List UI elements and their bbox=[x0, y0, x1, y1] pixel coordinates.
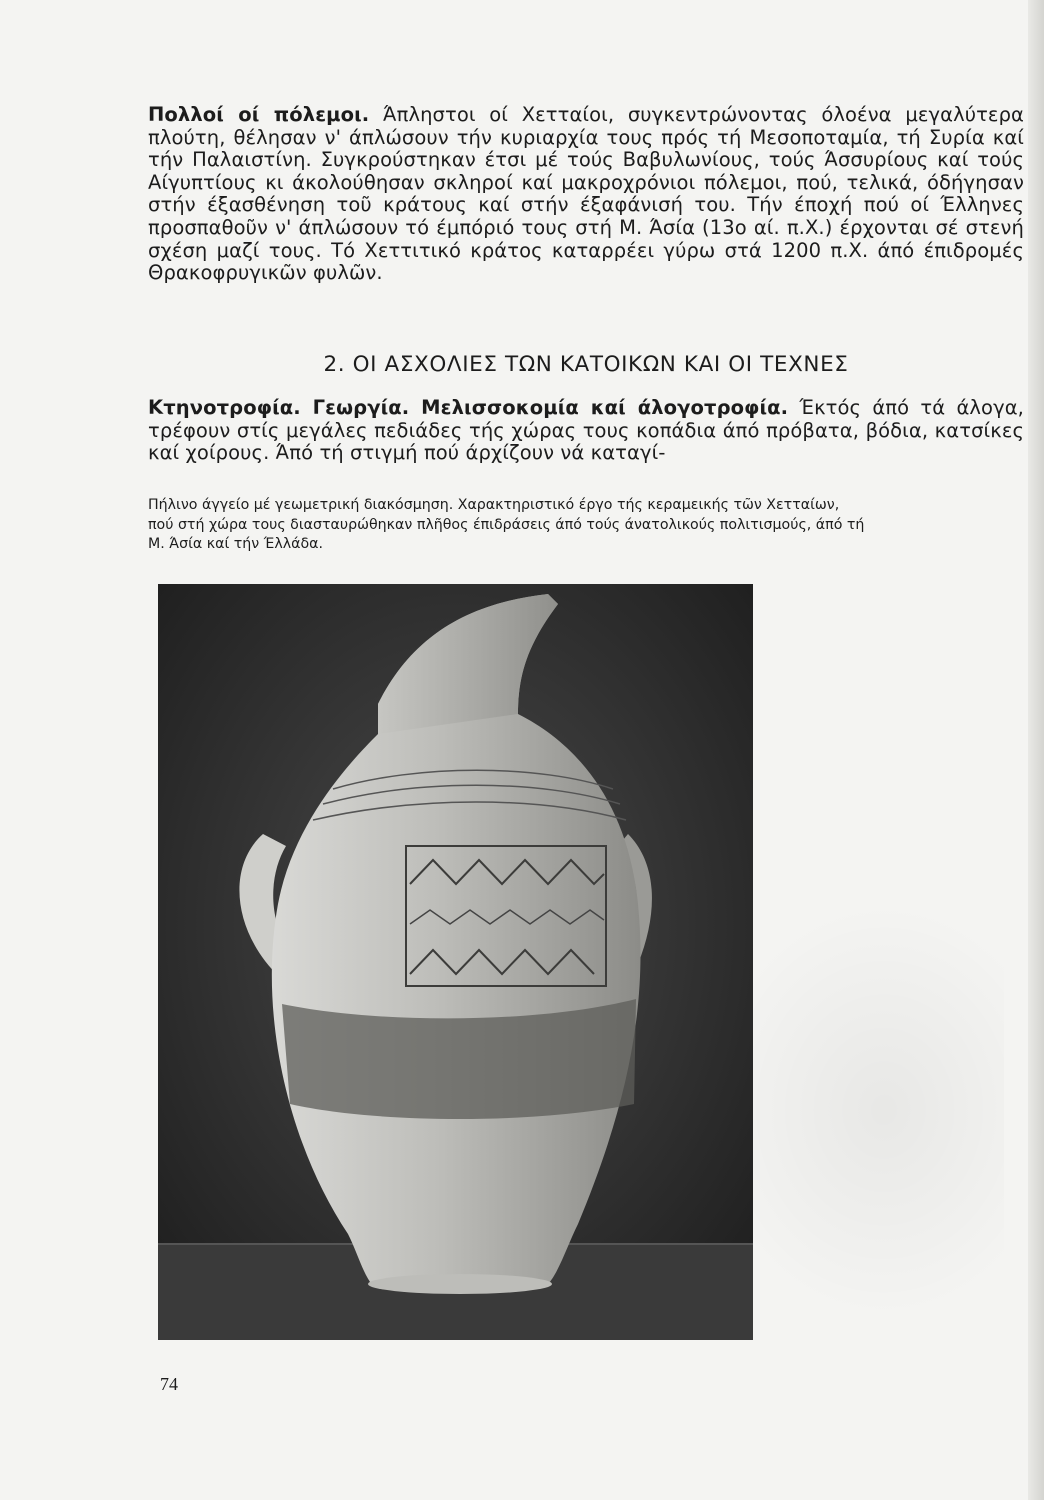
paragraph-wars-text: Άπληστοι οί Χετταίοι, συγκεντρώνοντας όλοένα μεγαλύτερα πλούτη, θέλησαν ν' άπλώσουν τήν κυριαρχία τους πρός τή Μεσοποταμία, τή Συρία καί τήν Παλαιστίνη. Συγκρούστηκαν έτσι μέ τούς Βαβυλωνίους, τούς Άσσυρίους καί τούς Αίγυπτίους κι άκολούθησαν σκληροί καί μακροχρόνιοι πόλεμοι, πού, τελικά, όδήγησαν στήν έξασθένηση τοῦ κράτους καί στήν έξαφάνισή του. Τήν έποχή πού οί Έλληνες προσπαθοῦν ν' άπλώσουν τό έμπόριό τους στή Μ. Άσία (13ο αί. π.Χ.) έρχονται σέ στενή σχέση μαζί τους. Τό Χεττιτικό κράτος καταρρέει γύρω στά 1200 π.Χ. άπό έπιδρομές Θρακοφρυγικῶν φυλῶν. bbox=[148, 103, 1025, 285]
paragraph-wars-lead: Πολλοί οί πόλεμοι. bbox=[148, 103, 370, 126]
paragraph-wars bbox=[148, 104, 1024, 285]
vessel-photograph bbox=[158, 584, 753, 1340]
paragraph-livestock-lead: Κτηνοτροφία. Γεωργία. Μελισσοκομία καί άλογοτροφία. bbox=[148, 396, 789, 419]
paragraph-livestock bbox=[148, 397, 1024, 465]
page-number: 74 bbox=[160, 1374, 178, 1394]
page-edge bbox=[1028, 0, 1044, 1500]
paragraph-livestock-text: Έκτός άπό τά άλογα, τρέφουν στίς μεγάλες πεδιάδες τής χώρας τους κοπάδια άπό πρόβατα, βόδια, κατσίκες καί χοίρους. Άπό τή στιγμή πού άρχίζουν νά καταγί- bbox=[148, 396, 1024, 465]
figure-caption: Πήλινο άγγείο μέ γεωμετρική διακόσμηση. Χαρακτηριστικό έργο τής κεραμεικής τῶν Χετταίων, πού στή χώρα τους διασταυρώθηκαν πλῆθος έπιδράσεις άπό τούς άνατολικούς πολιτισμούς, άπό τή Μ. Άσία καί τήν Έλλάδα. bbox=[148, 497, 865, 552]
section-heading: 2. ΟΙ ΑΣΧΟΛΙΕΣ ΤΩΝ ΚΑΤΟΙΚΩΝ ΚΑΙ ΟΙ ΤΕΧΝΕΣ bbox=[323, 352, 849, 377]
